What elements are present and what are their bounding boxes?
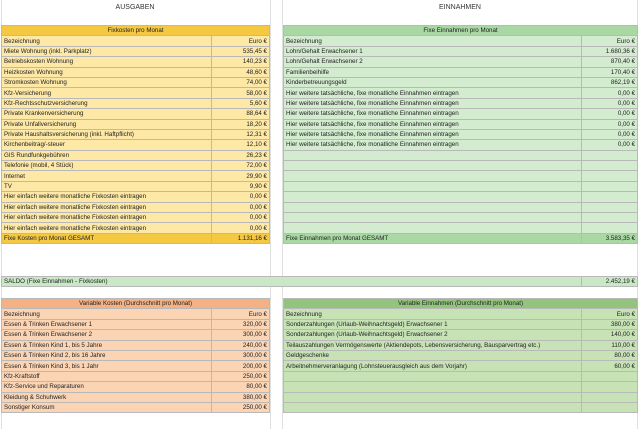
table-row [284, 371, 638, 381]
cell-label[interactable]: Private Krankenversicherung [2, 109, 212, 119]
table-row [284, 77, 638, 87]
cell-value[interactable]: 300,00 € [212, 350, 270, 360]
col-value[interactable]: Euro € [212, 309, 270, 319]
total-value[interactable]: 3.583,35 € [582, 233, 638, 243]
cell-label[interactable]: Hier weitere tatsächliche, fixe monatliche Einnahmen eintragen [284, 129, 582, 139]
cell-value[interactable]: 200,00 € [212, 361, 270, 371]
cell-value[interactable]: 110,00 € [582, 340, 638, 350]
cell-value[interactable]: 170,40 € [582, 67, 638, 77]
table-row [2, 140, 270, 150]
table-row [284, 171, 638, 181]
table-row [2, 402, 270, 412]
cell-value[interactable]: 0,00 € [582, 88, 638, 98]
cell-value[interactable]: 0,00 € [582, 129, 638, 139]
cell-value[interactable] [582, 213, 638, 223]
table-row [2, 150, 270, 160]
table-row [2, 181, 270, 191]
cell-label[interactable]: Sonderzahlungen (Urlaub-Weihnachtsgeld) Erwachsener 2 [284, 330, 582, 340]
cell-label[interactable] [284, 202, 582, 212]
cell-value[interactable]: 88,64 € [212, 109, 270, 119]
table-row [284, 181, 638, 191]
table-row [2, 109, 270, 119]
cell-label[interactable]: Hier einfach weitere monatliche Fixkosten eintragen [2, 202, 212, 212]
col-value[interactable]: Euro € [582, 36, 638, 46]
total-label[interactable]: Fixe Einnahmen pro Monat GESAMT [284, 233, 582, 243]
ausgaben-header: AUSGABEN [115, 4, 155, 11]
cell-value[interactable]: 72,00 € [212, 161, 270, 171]
cell-value[interactable] [582, 392, 638, 402]
cell-label[interactable]: Miete Wohnung (inkl. Parkplatz) [2, 46, 212, 56]
cell-value[interactable]: 862,19 € [582, 77, 638, 87]
col-label[interactable]: Bezeichnung [2, 36, 212, 46]
cell-value[interactable] [582, 402, 638, 412]
cell-value[interactable]: 74,00 € [212, 77, 270, 87]
cell-value[interactable] [582, 181, 638, 191]
table-row [284, 223, 638, 233]
table-row [284, 319, 638, 329]
cell-value[interactable]: 26,23 € [212, 150, 270, 160]
table-row [284, 340, 638, 350]
cell-value[interactable]: 80,00 € [212, 382, 270, 392]
col-value[interactable]: Euro € [582, 309, 638, 319]
cell-value[interactable] [582, 371, 638, 381]
cell-value[interactable]: 0,00 € [582, 119, 638, 129]
cell-value[interactable]: 60,00 € [582, 361, 638, 371]
table-row [284, 213, 638, 223]
table-row [2, 371, 270, 381]
cell-label[interactable]: Hier einfach weitere monatliche Fixkosten eintragen [2, 213, 212, 223]
cell-value[interactable] [582, 202, 638, 212]
cell-label[interactable]: Kirchenbeitrag/-steuer [2, 140, 212, 150]
cell-value[interactable]: 58,00 € [212, 88, 270, 98]
vareinnahmen-title[interactable]: Variable Einnahmen (Durchschnitt pro Monat) [284, 299, 638, 309]
cell-value[interactable]: 1.680,36 € [582, 46, 638, 56]
cell-label[interactable]: Lohn/Gehalt Erwachsener 1 [284, 46, 582, 56]
cell-value[interactable]: 140,00 € [582, 330, 638, 340]
table-row [2, 382, 270, 392]
varkosten-table [1, 298, 270, 413]
cell-label[interactable]: Arbeitnehmerveranlagung (Lohnsteuerausgleich aus dem Vorjahr) [284, 361, 582, 371]
vareinnahmen-table [283, 298, 638, 413]
table-row [2, 67, 270, 77]
cell-value[interactable]: 140,23 € [212, 57, 270, 67]
table-row [284, 382, 638, 392]
cell-value[interactable]: 0,00 € [582, 140, 638, 150]
table-row [284, 57, 638, 67]
cell-label[interactable] [284, 223, 582, 233]
cell-value[interactable]: 380,00 € [582, 319, 638, 329]
total-value[interactable]: 1.131,16 € [212, 233, 270, 243]
fixeinnahmen-title[interactable]: Fixe Einnahmen pro Monat [284, 26, 638, 36]
table-row [2, 171, 270, 181]
table-row [284, 161, 638, 171]
cell-value[interactable] [582, 192, 638, 202]
cell-value[interactable]: 12,31 € [212, 129, 270, 139]
cell-label[interactable]: Private Haushaltsversicherung (inkl. Haftpflicht) [2, 129, 212, 139]
cell-label[interactable]: GIS Rundfunkgebühren [2, 150, 212, 160]
table-row [284, 192, 638, 202]
col-label[interactable]: Bezeichnung [2, 309, 212, 319]
col-value[interactable]: Euro € [212, 36, 270, 46]
table-row [2, 223, 270, 233]
table-row [2, 340, 270, 350]
cell-value[interactable] [582, 223, 638, 233]
table-row [2, 46, 270, 56]
cell-label[interactable]: Lohn/Gehalt Erwachsener 2 [284, 57, 582, 67]
table-row [2, 192, 270, 202]
cell-label[interactable] [284, 382, 582, 392]
cell-label[interactable]: Essen & Trinken Erwachsener 1 [2, 319, 212, 329]
cell-value[interactable]: 0,00 € [582, 109, 638, 119]
cell-label[interactable]: Kfz-Kraftstoff [2, 371, 212, 381]
cell-label[interactable]: Hier einfach weitere monatliche Fixkosten eintragen [2, 223, 212, 233]
cell-value[interactable]: 0,00 € [212, 223, 270, 233]
fixkosten-title[interactable]: Fixkosten pro Monat [2, 26, 270, 36]
cell-value[interactable]: 320,00 € [212, 319, 270, 329]
cell-label[interactable]: Kleidung & Schuhwerk [2, 392, 212, 402]
cell-label[interactable]: Geldgeschenke [284, 350, 582, 360]
cell-label[interactable] [284, 181, 582, 191]
table-row [284, 402, 638, 412]
table-row [284, 88, 638, 98]
table-row [284, 350, 638, 360]
cell-value[interactable] [582, 171, 638, 181]
cell-label[interactable]: Hier einfach weitere monatliche Fixkosten eintragen [2, 192, 212, 202]
cell-value[interactable]: 9,90 € [212, 181, 270, 191]
cell-value[interactable]: 0,00 € [212, 192, 270, 202]
cell-label[interactable]: Essen & Trinken Kind 1, bis 5 Jahre [2, 340, 212, 350]
cell-label[interactable] [284, 213, 582, 223]
table-row [2, 350, 270, 360]
table-row [2, 319, 270, 329]
cell-label[interactable]: Kfz-Service und Reparaturen [2, 382, 212, 392]
cell-label[interactable]: TV [2, 181, 212, 191]
cell-label[interactable]: Essen & Trinken Kind 2, bis 16 Jahre [2, 350, 212, 360]
cell-value[interactable]: 80,00 € [582, 350, 638, 360]
table-row [284, 46, 638, 56]
cell-label[interactable]: Essen & Trinken Erwachsener 2 [2, 330, 212, 340]
cell-label[interactable] [284, 150, 582, 160]
table-row [2, 119, 270, 129]
table-row [284, 119, 638, 129]
table-row [2, 129, 270, 139]
cell-value[interactable]: 12,10 € [212, 140, 270, 150]
cell-value[interactable]: 48,60 € [212, 67, 270, 77]
table-row [284, 330, 638, 340]
table-row [284, 109, 638, 119]
cell-label[interactable] [284, 171, 582, 181]
table-row [2, 213, 270, 223]
table-row [284, 202, 638, 212]
col-label[interactable]: Bezeichnung [284, 309, 582, 319]
cell-label[interactable]: Essen & Trinken Kind 3, bis 1 Jahr [2, 361, 212, 371]
table-row [284, 150, 638, 160]
saldo-table [1, 276, 638, 287]
cell-label[interactable]: Sonstiger Konsum [2, 402, 212, 412]
col-label[interactable]: Bezeichnung [284, 36, 582, 46]
cell-label[interactable]: Heizkosten Wohnung [2, 67, 212, 77]
table-row [2, 57, 270, 67]
cell-value[interactable]: 240,00 € [212, 340, 270, 350]
cell-value[interactable]: 535,45 € [212, 46, 270, 56]
cell-label[interactable] [284, 402, 582, 412]
table-row [2, 77, 270, 87]
fixkosten-table [1, 25, 270, 244]
grid-line [270, 0, 271, 429]
table-row [284, 140, 638, 150]
cell-label[interactable]: Betriebskosten Wohnung [2, 57, 212, 67]
table-row [2, 161, 270, 171]
cell-value[interactable]: 5,60 € [212, 98, 270, 108]
cell-value[interactable]: 0,00 € [212, 213, 270, 223]
einnahmen-header: EINNAHMEN [438, 4, 481, 11]
cell-label[interactable]: Hier weitere tatsächliche, fixe monatliche Einnahmen eintragen [284, 98, 582, 108]
cell-label[interactable]: Hier weitere tatsächliche, fixe monatliche Einnahmen eintragen [284, 109, 582, 119]
cell-value[interactable] [582, 382, 638, 392]
cell-label[interactable]: Hier weitere tatsächliche, fixe monatliche Einnahmen eintragen [284, 140, 582, 150]
table-row [284, 67, 638, 77]
cell-label[interactable] [284, 392, 582, 402]
table-row [284, 129, 638, 139]
cell-label[interactable]: Hier weitere tatsächliche, fixe monatliche Einnahmen eintragen [284, 88, 582, 98]
table-row [2, 361, 270, 371]
varkosten-title[interactable]: Variable Kosten (Durchschnitt pro Monat) [2, 299, 270, 309]
cell-label[interactable]: Hier weitere tatsächliche, fixe monatliche Einnahmen eintragen [284, 119, 582, 129]
cell-label[interactable]: Teilauszahlungen Vermögenswerte (Aktiendepots, Lebensversicherung, Bausparvertrag etc.) [284, 340, 582, 350]
cell-value[interactable]: 250,00 € [212, 371, 270, 381]
cell-value[interactable]: 870,40 € [582, 57, 638, 67]
cell-label[interactable]: Internet [2, 171, 212, 181]
saldo-value[interactable]: 2.452,19 € [582, 277, 638, 287]
cell-label[interactable]: Kfz-Rechtsschutzversicherung [2, 98, 212, 108]
cell-label[interactable] [284, 161, 582, 171]
cell-label[interactable]: Stromkosten Wohnung [2, 77, 212, 87]
cell-value[interactable]: 300,00 € [212, 330, 270, 340]
cell-label[interactable]: Telefonie (mobil, 4 Stück) [2, 161, 212, 171]
cell-label[interactable] [284, 192, 582, 202]
table-row [284, 392, 638, 402]
table-row [2, 330, 270, 340]
cell-value[interactable] [582, 161, 638, 171]
total-label[interactable]: Fixe Kosten pro Monat GESAMT [2, 233, 212, 243]
cell-value[interactable]: 18,20 € [212, 119, 270, 129]
cell-value[interactable]: 250,00 € [212, 402, 270, 412]
cell-label[interactable]: Private Unfallversicherung [2, 119, 212, 129]
fixeinnahmen-table [283, 25, 638, 244]
total-row [284, 233, 638, 243]
cell-label[interactable]: Familienbeihilfe [284, 67, 582, 77]
cell-label[interactable]: Kinderbetreuungsgeld [284, 77, 582, 87]
table-row [2, 202, 270, 212]
cell-value[interactable]: 0,00 € [582, 98, 638, 108]
cell-label[interactable] [284, 371, 582, 381]
cell-value[interactable]: 29,90 € [212, 171, 270, 181]
total-row [2, 233, 270, 243]
table-row [2, 88, 270, 98]
table-row [2, 98, 270, 108]
cell-value[interactable]: 0,00 € [212, 202, 270, 212]
saldo-label[interactable]: SALDO (Fixe Einnahmen - Fixkosten) [2, 277, 582, 287]
table-row [284, 98, 638, 108]
table-row [284, 361, 638, 371]
table-row [2, 392, 270, 402]
cell-label[interactable]: Kfz-Versicherung [2, 88, 212, 98]
cell-value[interactable] [582, 150, 638, 160]
cell-label[interactable]: Sonderzahlungen (Urlaub-Weihnachtsgeld) Erwachsener 1 [284, 319, 582, 329]
cell-value[interactable]: 380,00 € [212, 392, 270, 402]
